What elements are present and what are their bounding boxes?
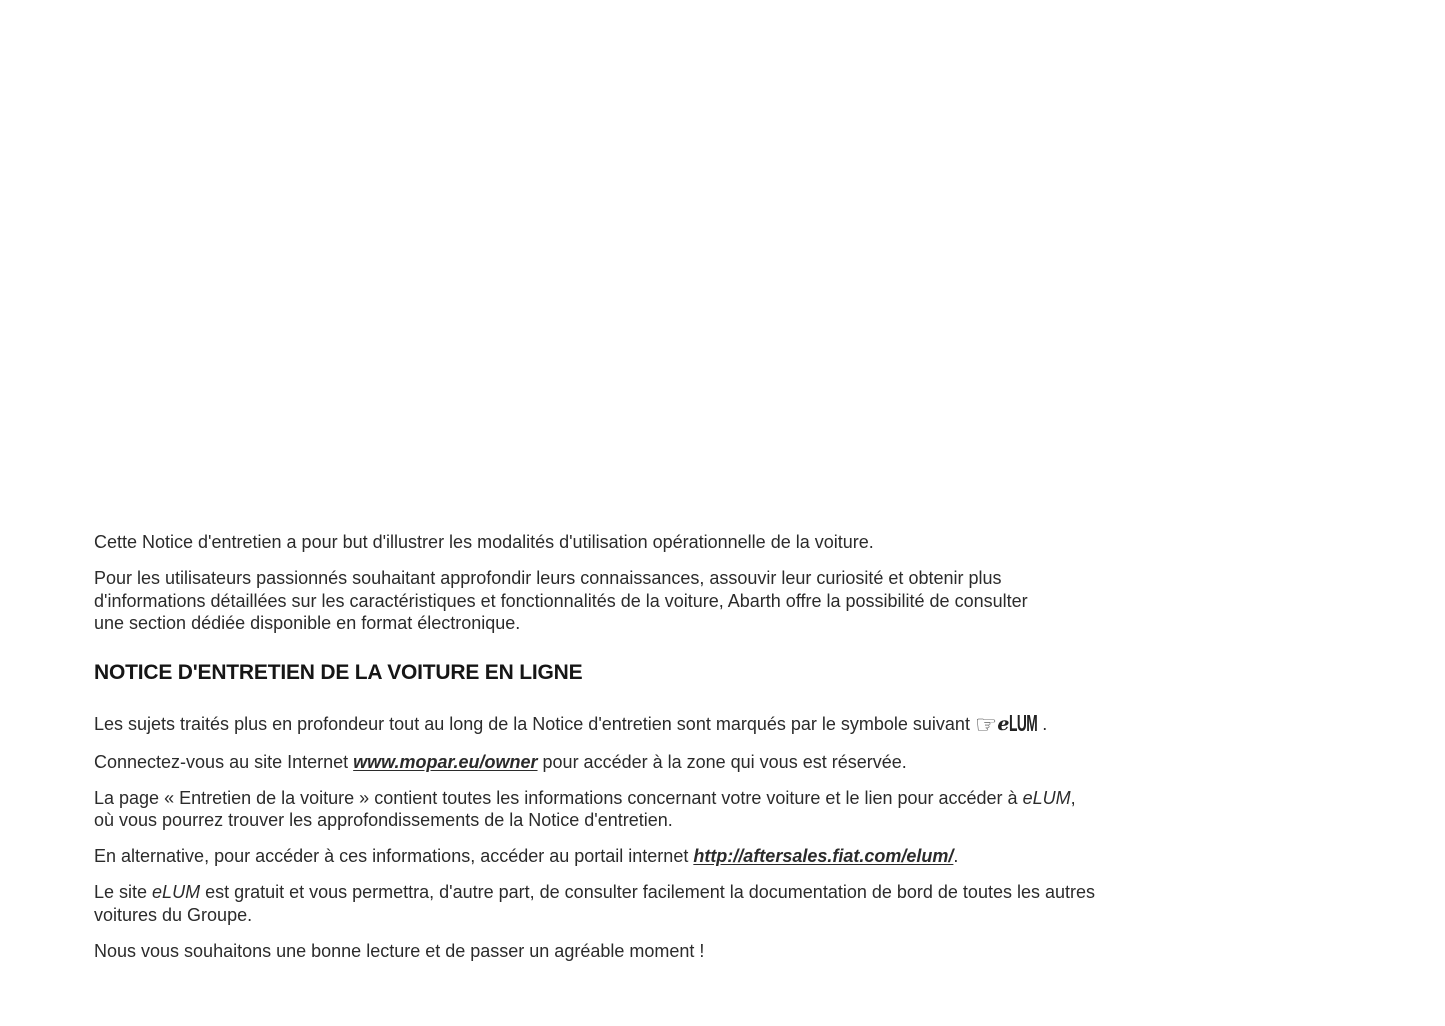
text-line: Pour les utilisateurs passionnés souhaitant approfondir leurs connaissances, assouvir leur curiosité et obtenir plus	[94, 568, 1002, 588]
closing-paragraph	[94, 940, 1404, 963]
section-heading: NOTICE D'ENTRETIEN DE LA VOITURE EN LIGNE	[94, 661, 583, 684]
text-line: où vous pourrez trouver les approfondissements de la Notice d'entretien.	[94, 810, 673, 830]
text-segment: pour accéder à la zone qui vous est réservée.	[537, 751, 907, 772]
text-line	[94, 881, 1404, 904]
text-line	[94, 787, 1404, 810]
mopar-site-paragraph	[94, 751, 1404, 774]
aftersales-elum-link[interactable]: http://aftersales.fiat.com/elum/	[693, 846, 954, 866]
text-segment: Le site	[94, 882, 153, 902]
text-segment: En alternative, pour accéder à ces informations, accéder au portail internet	[94, 846, 694, 866]
text-line: une section dédiée disponible en format électronique.	[94, 613, 521, 633]
text-line: d'informations détaillées sur les caractéristiques et fonctionnalités de la voiture, Abarth offre la possibilité de consulter	[94, 590, 1028, 611]
elum-logo-lum: LUM	[1009, 710, 1038, 736]
text-segment: est gratuit et vous permettra, d'autre part, de consulter facilement la documentation de bord de toutes les autres	[200, 882, 1095, 902]
text-segment: La page « Entretien de la voiture » contient toutes les informations concernant votre voiture et le lien pour accéder à	[94, 787, 1023, 808]
mopar-owner-link[interactable]: www.mopar.eu/owner	[353, 751, 538, 772]
page-content	[94, 531, 1404, 976]
text-line: Nous vous souhaitons une bonne lecture et de passer un agréable moment !	[94, 940, 705, 961]
text-segment: ,	[1070, 787, 1076, 808]
text-line: Cette Notice d'entretien a pour but d'illustrer les modalités d'utilisation opérationnelle de la voiture.	[94, 532, 874, 552]
online-topics-paragraph	[94, 712, 1404, 737]
elum-logo-e: e	[997, 713, 1010, 735]
elum-name: eLUM	[1022, 787, 1071, 808]
text-segment: .	[953, 846, 959, 866]
elum-free-paragraph	[94, 881, 1404, 926]
intro-paragraph-1	[94, 531, 1404, 554]
text-line	[94, 845, 1404, 868]
car-care-page-paragraph	[94, 787, 1404, 832]
intro-paragraph-2	[94, 567, 1404, 635]
text-line	[94, 712, 1404, 737]
pointing-hand-icon: ☞	[974, 710, 998, 739]
elum-name: eLUM	[152, 882, 201, 902]
text-line	[94, 751, 1404, 774]
text-segment: Les sujets traités plus en profondeur tout au long de la Notice d'entretien sont marqués par le symbole suivant	[94, 714, 975, 734]
elum-symbol	[975, 712, 1037, 737]
text-segment: .	[1037, 714, 1048, 734]
text-line: voitures du Groupe.	[94, 904, 253, 925]
text-segment: Connectez-vous au site Internet	[94, 751, 354, 772]
alternative-portal-paragraph	[94, 845, 1404, 868]
